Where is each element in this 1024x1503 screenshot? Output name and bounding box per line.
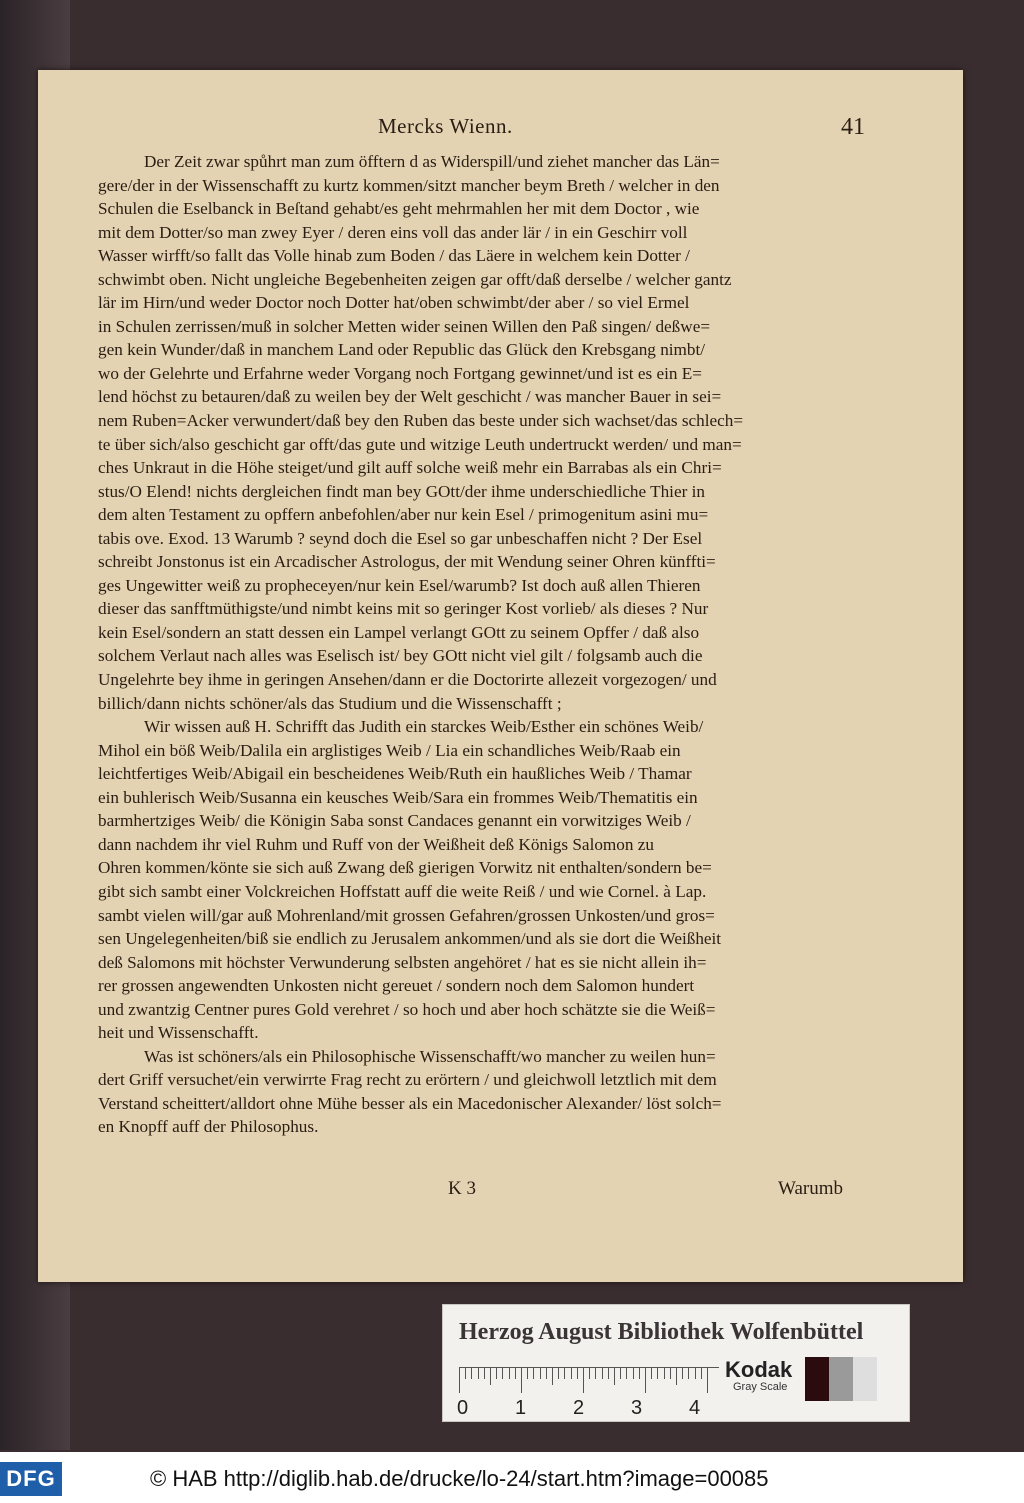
ruler-tick	[651, 1367, 652, 1379]
page-footer	[38, 1178, 963, 1208]
ruler-tick	[701, 1367, 702, 1379]
gray-swatch	[829, 1357, 853, 1401]
ruler-tick	[695, 1367, 696, 1379]
ruler-tick	[626, 1367, 627, 1379]
text-line: ges Ungewitter weiß zu propheceyen/nur kein Esel/warumb? Ist doch auß allen Thieren	[98, 575, 701, 595]
ruler-label: 3	[631, 1397, 643, 1419]
ruler-tick	[527, 1367, 528, 1379]
ruler-tick	[564, 1367, 565, 1379]
running-head: Mercks Wienn.	[378, 114, 513, 138]
kodak-label	[725, 1357, 792, 1393]
text-line: Der Zeit zwar spůhrt man zum öfftern d as Widerspill/und ziehet mancher das Län=	[144, 152, 720, 171]
library-color-card	[442, 1304, 910, 1422]
ruler-label: 0	[457, 1397, 469, 1419]
text-line: te über sich/also geschicht gar offt/das gute und witzige Leuth undertruckt werden/ und man=	[98, 434, 742, 454]
ruler-tick	[571, 1367, 572, 1379]
text-line: billich/dann nichts schöner/als das Studium und die Wissenschafft ;	[98, 693, 562, 713]
ruler-tick	[682, 1367, 683, 1379]
kodak-subtitle: Gray Scale	[733, 1381, 788, 1393]
text-line: stus/O Elend! nichts dergleichen findt man bey GOtt/der ihme underschiedliche Thier in	[98, 481, 705, 501]
text-line: barmhertziges Weib/ die Königin Saba sonst Candaces genannt ein vorwitziges Weib /	[98, 811, 691, 831]
text-line: kein Esel/sondern an statt dessen ein Lampel verlangt GOtt zu seinem Opffer / daß also	[98, 622, 700, 642]
ruler-tick	[515, 1367, 516, 1379]
ruler-tick	[645, 1367, 646, 1393]
text-line: dann nachdem ihr viel Ruhm und Ruff von der Weißheit deß Königs Salomon zu	[98, 834, 655, 854]
ruler-tick	[478, 1367, 479, 1379]
ruler-tick	[657, 1367, 658, 1379]
text-line: lär im Hirn/und weder Doctor noch Dotter hat/oben schwimbt/der aber / so viel Ermel	[98, 293, 690, 313]
ruler-tick	[471, 1367, 472, 1379]
text-line: Ohren kommen/könte sie sich auß Zwang deß gierigen Vorwitz nit enthalten/sondern be=	[98, 858, 712, 878]
ruler-tick	[509, 1367, 510, 1379]
text-line: Schulen die Eselbanck in Beſtand gehabt/es geht mehrmahlen her mit dem Doctor , wie	[98, 199, 700, 219]
footer-bar	[0, 1452, 1024, 1503]
gray-swatch	[805, 1357, 829, 1401]
text-line: sen Ungelegenheiten/biß sie endlich zu Jerusalem ankommen/und als sie dort die Weißheit	[98, 929, 722, 949]
body-text	[98, 150, 888, 1139]
ruler-tick	[676, 1367, 677, 1385]
text-line: tabis ove. Exod. 13 Warumb ? seynd doch die Esel so gar unbeschaffen nicht ? Der Esel	[98, 528, 703, 548]
ruler-tick	[558, 1367, 559, 1379]
ruler-tick	[521, 1367, 522, 1393]
scale-ruler	[459, 1359, 719, 1419]
ruler-tick	[552, 1367, 553, 1385]
ruler-label: 2	[573, 1397, 585, 1419]
ruler-tick	[633, 1367, 634, 1379]
text-line: ein buhlerisch Weib/Susanna ein keusches Weib/Sara ein frommes Weib/Thematitis ein	[98, 787, 698, 807]
ruler-tick	[540, 1367, 541, 1379]
gray-swatch	[853, 1357, 877, 1401]
signature-mark: K 3	[448, 1178, 476, 1199]
gray-scale-swatches	[805, 1357, 877, 1401]
ruler-tick	[707, 1367, 708, 1393]
ruler-tick	[602, 1367, 603, 1379]
text-line: mit dem Dotter/so man zwey Eyer / deren eins voll das ander lär / in ein Geschirr voll	[98, 222, 688, 242]
kodak-brand: Kodak	[725, 1357, 793, 1382]
text-line: Mihol ein böß Weib/Dalila ein arglistiges Weib / Lia ein schandliches Weib/Raab ein	[98, 740, 681, 760]
ruler-tick	[620, 1367, 621, 1379]
ruler-tick	[496, 1367, 497, 1379]
ruler-tick	[664, 1367, 665, 1379]
ruler-tick	[639, 1367, 640, 1379]
copyright-link[interactable]: © HAB http://diglib.hab.de/drucke/lo-24/start.htm?image=00085	[150, 1466, 769, 1491]
text-line: Was ist schöners/als ein Philosophische Wissenschafft/wo mancher zu weilen hun=	[144, 1046, 716, 1066]
text-line: leichtfertiges Weib/Abigail ein bescheidenes Weib/Ruth ein haußliches Weib / Thamar	[98, 764, 692, 784]
text-line: und zwantzig Centner pures Gold verehret / so hoch und aber hoch schätzte sie die Weiß=	[98, 999, 716, 1019]
text-line: gen kein Wunder/daß in manchem Land oder Republic das Glück den Krebsgang nimbt/	[98, 340, 706, 360]
page-header	[38, 114, 963, 144]
ruler-tick	[490, 1367, 491, 1385]
text-line: nem Ruben=Acker verwundert/daß bey den Ruben das beste under sich wachset/das schlech=	[98, 411, 744, 431]
text-line: dieser das sanfftmüthigste/und nimbt keins mit so geringer Kost vorlieb/ als dieses ? Nur	[98, 599, 709, 619]
ruler-tick	[465, 1367, 466, 1379]
ruler-tick	[589, 1367, 590, 1379]
text-line: in Schulen zerrissen/muß in solcher Metten wider seinen Willen den Paß singen/ deßwe=	[98, 316, 711, 336]
ruler-tick	[595, 1367, 596, 1379]
ruler-tick	[459, 1367, 460, 1393]
text-line: dem alten Testament zu opffern anbefohlen/aber nur kein Esel / primogenitum asini mu=	[98, 505, 709, 525]
ruler-label: 1	[515, 1397, 527, 1419]
text-line: deß Salomons mit höchster Verwunderung selbsten angehöret / hat es sie nicht allein ih=	[98, 952, 707, 972]
text-line: schreibt Jonstonus ist ein Arcadischer Astrologus, der mit Wendung seiner Ohren künffti=	[98, 552, 716, 572]
ruler-tick	[608, 1367, 609, 1379]
ruler-tick	[688, 1367, 689, 1379]
dfg-logo: DFG	[0, 1462, 62, 1496]
page-number: 41	[841, 114, 865, 140]
text-line: wo der Gelehrte und Erfahrne weder Vorgang noch Fortgang gewinnet/und ist es ein E=	[98, 363, 702, 383]
text-line: solchem Verlaut nach alles was Eselisch ist/ bey GOtt nicht viel gilt / folgsamb auch die	[98, 646, 703, 666]
text-line: gibt sich sambt einer Volckreichen Hoffstatt auff die weite Reiß / und wie Cornel. à Lap.	[98, 881, 707, 901]
ruler-label: 4	[689, 1397, 701, 1419]
text-line: en Knopff auff der Philosophus.	[98, 1117, 319, 1137]
catchword: Warumb	[778, 1178, 843, 1199]
text-line: dert Griff versuchet/ein verwirrte Frag recht zu erörtern / und gleichwoll letztlich mit dem	[98, 1070, 717, 1090]
text-line: ches Unkraut in die Höhe steiget/und gilt auff solche weiß mehr ein Barrabas als ein Chri=	[98, 458, 722, 478]
ruler-tick	[484, 1367, 485, 1379]
text-line: Ungelehrte bey ihme in geringen Ansehen/dann er die Doctorirte allezeit vorgezogen/ und	[98, 670, 717, 690]
ruler-tick	[670, 1367, 671, 1379]
ruler-tick	[614, 1367, 615, 1385]
text-line: lend höchst zu betauren/daß zu weilen bey der Welt geschicht / was mancher Bauer in sei=	[98, 387, 722, 407]
text-line: Wir wissen auß H. Schrifft das Judith ein starckes Weib/Esther ein schönes Weib/	[144, 717, 704, 737]
ruler-tick	[533, 1367, 534, 1379]
text-line: gere/der in der Wissenschafft zu kurtz kommen/sitzt mancher beym Breth / welcher in den	[98, 175, 720, 195]
library-name: Herzog August Bibliothek Wolfenbüttel	[459, 1319, 864, 1345]
text-line: sambt vielen will/gar auß Mohrenland/mit grossen Gefahren/grossen Unkosten/und gros=	[98, 905, 715, 925]
text-line: schwimbt oben. Nicht ungleiche Begebenheiten zeigen gar offt/daß derselbe / welcher gantz	[98, 269, 732, 289]
book-page	[38, 70, 963, 1282]
ruler-tick	[502, 1367, 503, 1379]
text-line: rer grossen angewendten Unkosten nicht gereuet / sondern noch dem Salomon hundert	[98, 976, 695, 996]
text-line: Wasser wirfft/so fallt das Volle hinab zum Boden / das Läere in welchem kein Dotter /	[98, 246, 690, 266]
ruler-tick	[577, 1367, 578, 1379]
ruler-tick	[546, 1367, 547, 1379]
text-line: heit und Wissenschafft.	[98, 1023, 259, 1043]
text-line: Verstand scheittert/alldort ohne Mühe besser als ein Macedonischer Alexander/ löst solch=	[98, 1093, 722, 1113]
ruler-tick	[583, 1367, 584, 1393]
